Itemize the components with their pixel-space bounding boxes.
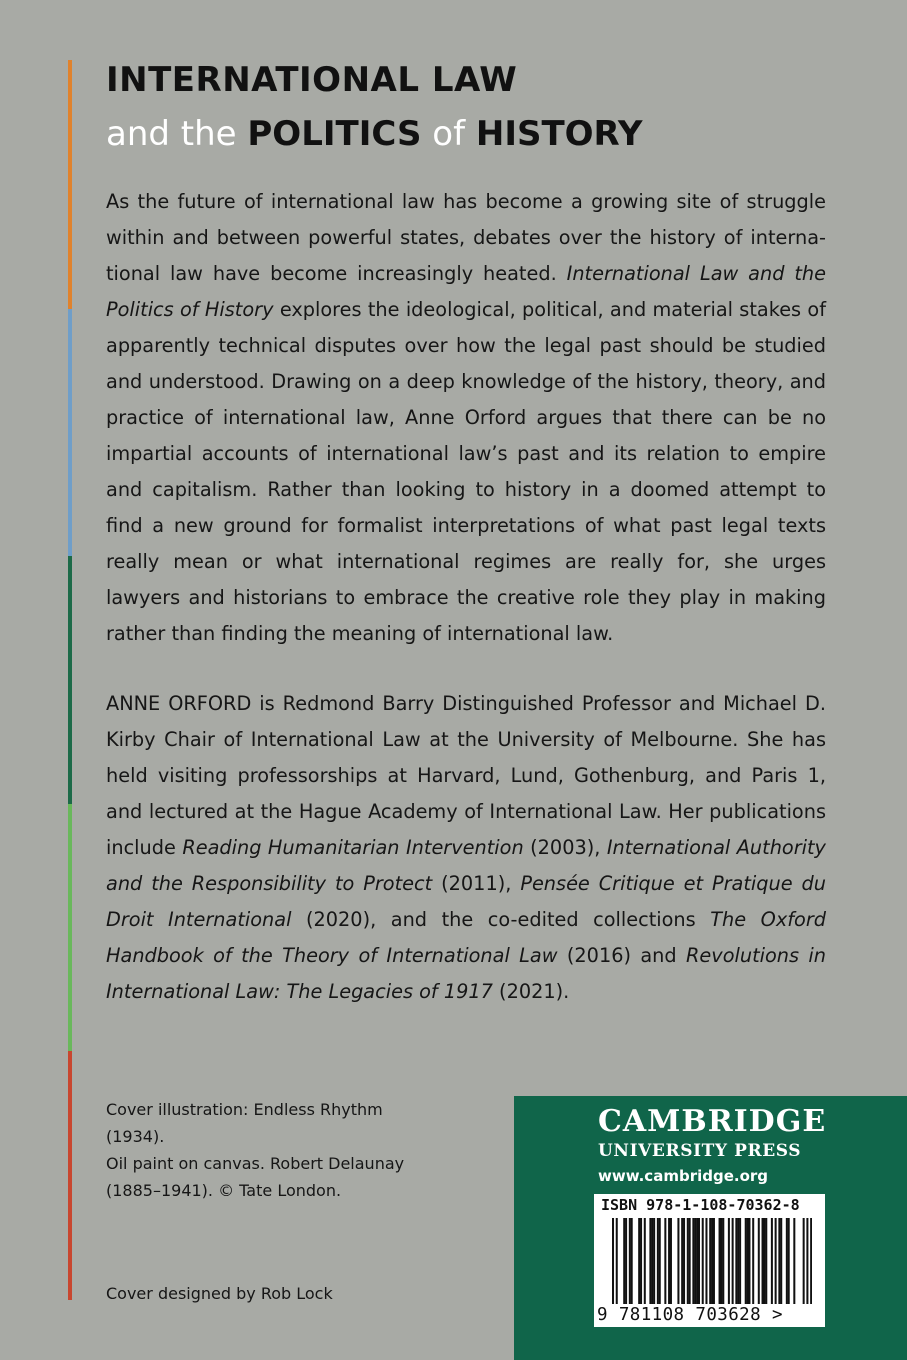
- title-and-the: and the: [106, 114, 237, 154]
- barcode-bar: [692, 1218, 694, 1304]
- barcode-bar: [705, 1218, 707, 1304]
- barcode-bar: [775, 1218, 777, 1304]
- cover-designer-credit: Cover designed by Rob Lock: [106, 1284, 333, 1303]
- bio-work-title: Reading Humanitarian Intervention: [182, 836, 524, 859]
- barcode-bar: [745, 1218, 747, 1304]
- bio-work-year: (2020), and the co-edited collections: [305, 908, 696, 931]
- cover-illustration-credit: [106, 1096, 446, 1204]
- barcode-bar: [681, 1218, 683, 1304]
- barcode-bar: [748, 1218, 750, 1304]
- publisher-press: UNIVERSITY PRESS: [598, 1141, 802, 1161]
- barcode-bar: [765, 1218, 767, 1304]
- barcode-bar: [659, 1218, 661, 1304]
- blurb-part-1: As the future of international law has become a growing site of struggle within and between powerful states, debates over the history of international law have become increasingly heated.: [106, 190, 826, 285]
- barcode-bar: [810, 1218, 812, 1304]
- bio-work-title: The Oxford Handbook of the Theory of International Law: [106, 908, 826, 967]
- book-title: [106, 58, 806, 156]
- credit-line: Cover illustration: Endless Rhythm (1934).: [106, 1100, 383, 1146]
- barcode-bar: [657, 1218, 659, 1304]
- publisher-url: www.cambridge.org: [598, 1167, 769, 1185]
- barcode-bar: [732, 1218, 734, 1304]
- bio-work-year: (2021).: [499, 980, 570, 1003]
- barcode-bar: [803, 1218, 805, 1304]
- barcode-bar: [638, 1218, 640, 1304]
- barcode-bar: [711, 1218, 713, 1304]
- barcode-bar: [623, 1218, 625, 1304]
- color-stripe-red: [68, 1051, 72, 1300]
- barcode-bar: [640, 1218, 642, 1304]
- title-politics: POLITICS: [247, 114, 422, 154]
- barcode-bar: [668, 1218, 670, 1304]
- barcode-bar: [758, 1218, 760, 1304]
- barcode-bar: [793, 1218, 795, 1304]
- isbn-barcode-box: [594, 1194, 825, 1327]
- title-line-2: [106, 112, 806, 156]
- bio-work-title: International Authority and the Responsibility to Protect: [106, 836, 826, 895]
- bio-work-year: (2016) and: [566, 944, 677, 967]
- barcode-bar: [788, 1218, 790, 1304]
- bio-work-year: (2011),: [441, 872, 512, 895]
- barcode-bar: [631, 1218, 633, 1304]
- barcode-bar: [649, 1218, 651, 1304]
- barcode-bar: [762, 1218, 764, 1304]
- credit-line: (1885–1941). © Tate London.: [106, 1181, 342, 1200]
- barcode-bar: [737, 1218, 739, 1304]
- barcode-bar: [664, 1218, 666, 1304]
- publisher-panel: [514, 1096, 907, 1360]
- blurb-part-2: explores the ideological, political, and material stakes of apparently technical disputes over how the legal past should be studied and understood. Drawing on a deep knowledge of the history, theory, and practice of international law, Anne Orford argues that there can be no impartial accounts of international law’s past and its relation to empire and capitalism. Rather than looking to history in a doomed attempt to find a new ground for formalist interpretations of what past legal texts really mean or what international regimes are really for, she urges lawyers and historians to embrace the creative role they play in making rather than finding the meaning of international law.: [106, 298, 826, 645]
- barcode-bar: [670, 1218, 672, 1304]
- bio-work-year: (2003),: [530, 836, 601, 859]
- barcode-bar: [696, 1218, 698, 1304]
- barcode-bar: [728, 1218, 730, 1304]
- barcode-bar: [722, 1218, 724, 1304]
- bio-intro: ANNE ORFORD is Redmond Barry Distinguished Professor and Michael D. Kirby Chair of International Law at the University of Melbourne. She has held visiting professorships at Harvard, Lund, Gothenburg, and Paris 1, and lectured at the Hague Academy of International Law. Her publications include: [106, 692, 826, 859]
- barcode-bar: [806, 1218, 808, 1304]
- credit-line: Oil paint on canvas. Robert Delaunay: [106, 1154, 405, 1173]
- barcode-bar: [747, 1218, 749, 1304]
- barcode-bar: [683, 1218, 685, 1304]
- barcode-graphic: [612, 1218, 812, 1304]
- barcode-bar: [694, 1218, 696, 1304]
- author-bio-paragraph: [106, 686, 826, 1010]
- title-line-1: INTERNATIONAL LAW: [106, 60, 518, 100]
- barcode-bar: [771, 1218, 773, 1304]
- color-stripe-dark-green: [68, 556, 72, 804]
- barcode-bar: [739, 1218, 741, 1304]
- barcode-bar: [644, 1218, 646, 1304]
- barcode-bar: [616, 1218, 618, 1304]
- title-history: HISTORY: [475, 114, 643, 154]
- barcode-digits: 9 781108 703628 >: [597, 1305, 783, 1325]
- barcode-bar: [687, 1218, 689, 1304]
- barcode-bar: [709, 1218, 711, 1304]
- barcode-bar: [780, 1218, 782, 1304]
- barcode-bar: [778, 1218, 780, 1304]
- barcode-bar: [612, 1218, 614, 1304]
- blurb-paragraph: [106, 184, 826, 652]
- barcode-bar: [629, 1218, 631, 1304]
- publisher-name: CAMBRIDGE: [598, 1104, 827, 1139]
- barcode-bar: [698, 1218, 700, 1304]
- bio-work-title: Pensée Critique et Pratique du Droit International: [106, 872, 826, 931]
- barcode-bar: [651, 1218, 653, 1304]
- barcode-bar: [735, 1218, 737, 1304]
- barcode-bar: [677, 1218, 679, 1304]
- barcode-bar: [752, 1218, 754, 1304]
- title-of: of: [432, 114, 466, 154]
- barcode-bar: [713, 1218, 715, 1304]
- blurb-book-title: International Law and the Politics of History: [106, 262, 827, 321]
- color-stripe-blue: [68, 309, 72, 556]
- barcode-bar: [719, 1218, 721, 1304]
- barcode-bar: [625, 1218, 627, 1304]
- barcode-bar: [763, 1218, 765, 1304]
- isbn-label: ISBN 978-1-108-70362-8: [601, 1196, 800, 1214]
- barcode-bar: [653, 1218, 655, 1304]
- barcode-bar: [786, 1218, 788, 1304]
- color-stripe-light-green: [68, 804, 72, 1051]
- color-stripe-orange: [68, 60, 72, 309]
- barcode-bar: [720, 1218, 722, 1304]
- bio-work-title: Revolutions in International Law: The Legacies of 1917: [106, 944, 826, 1003]
- barcode-bar: [702, 1218, 704, 1304]
- barcode-bar: [689, 1218, 691, 1304]
